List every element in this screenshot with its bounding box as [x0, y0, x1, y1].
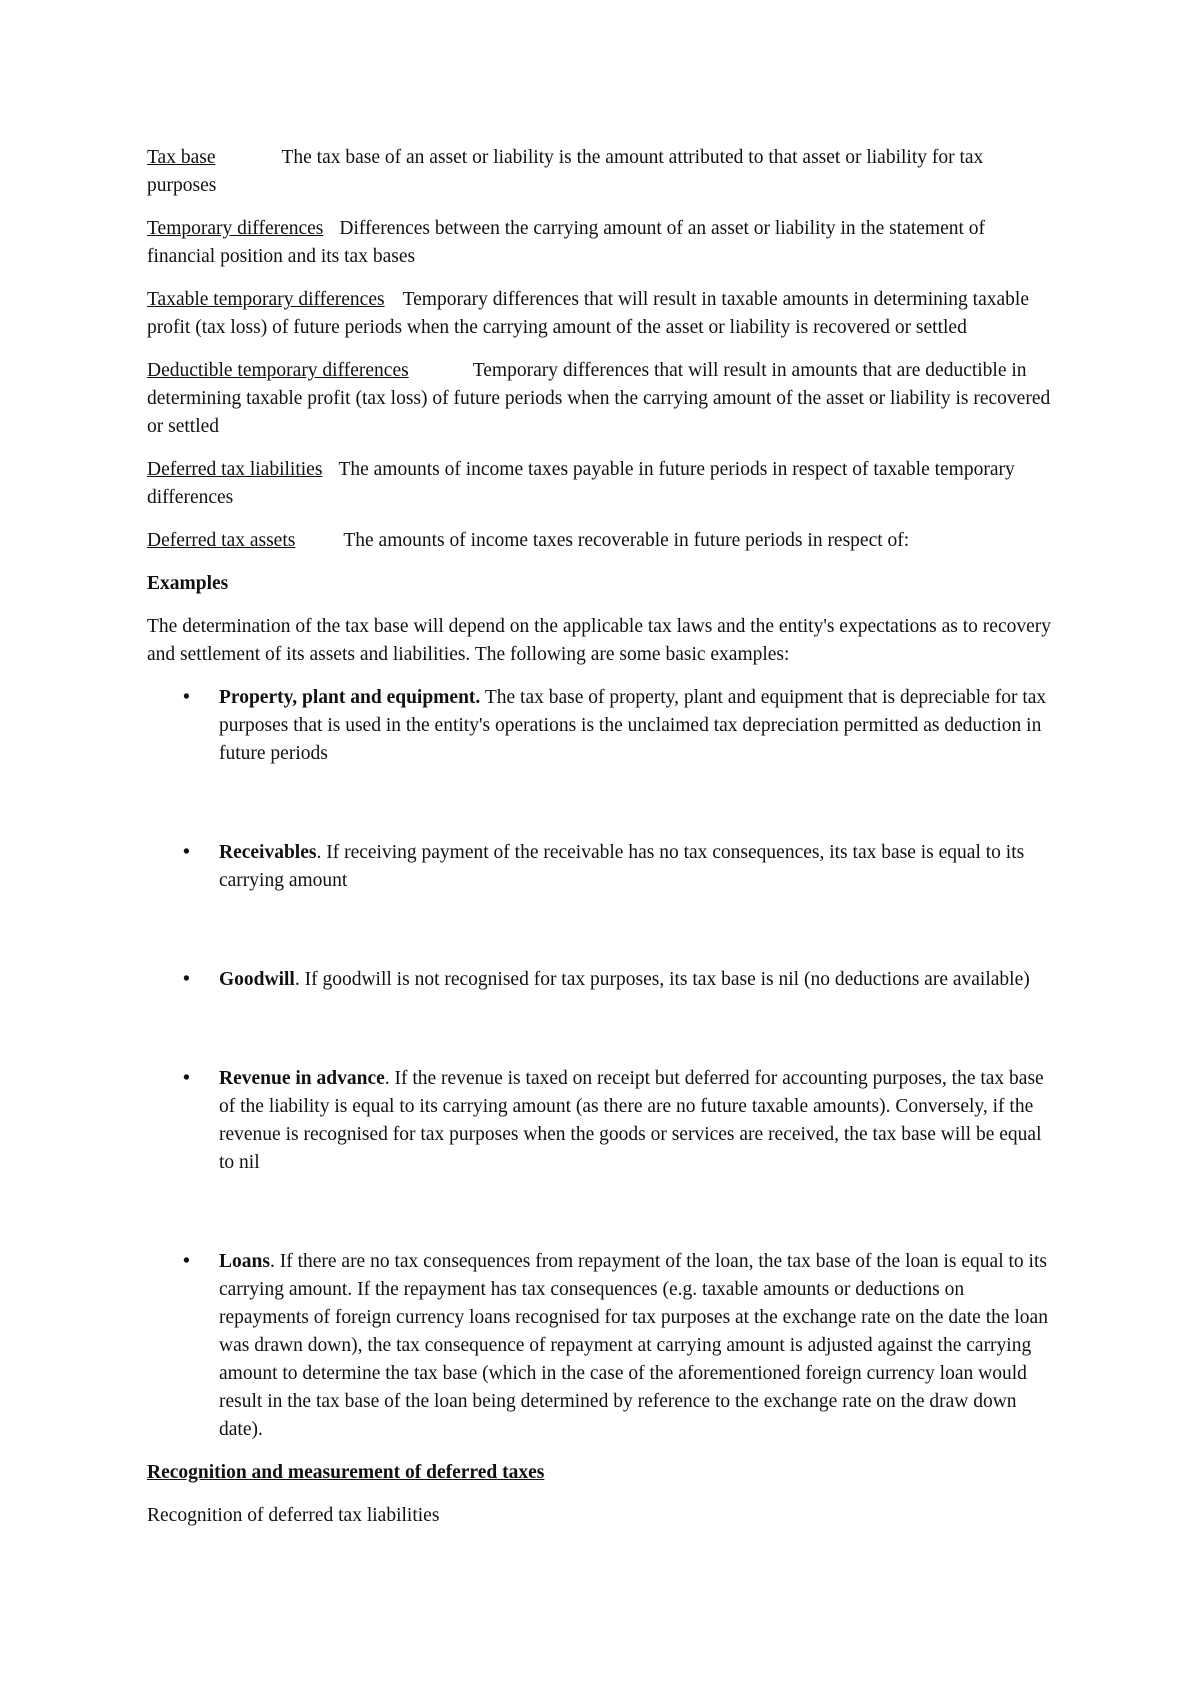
item-text: . If the revenue is taxed on receipt but deferred for accounting purposes, the tax base of the liability is equal to its carrying amount (as there are no future taxable amounts). Conversely, if the revenue is recognised for tax purposes when the goods or services are received, the tax base will be equal to nil: [219, 1068, 1044, 1173]
definition-text: Temporary differences that will result in taxable amounts in determining taxable profit (tax loss) of future periods when the carrying amount of the asset or liability is recovered or settled: [147, 289, 1029, 338]
definition-temporary-differences: [147, 215, 1057, 271]
bullet-icon: •: [183, 1068, 190, 1089]
definition-text: Differences between the carrying amount of an asset or liability in the statement of financial position and its tax bases: [147, 218, 986, 267]
definition-text: The amounts of income taxes recoverable in future periods in respect of:: [343, 530, 910, 551]
list-item-property-plant-equipment: [147, 684, 1057, 768]
item-text: The tax base of property, plant and equipment that is depreciable for tax purposes that is used in the entity's operations is the unclaimed tax depreciation permitted as deduction in future periods: [219, 687, 1047, 764]
item-text: . If receiving payment of the receivable has no tax consequences, its tax base is equal to its carrying amount: [219, 842, 1025, 891]
recognition-subheading: Recognition of deferred tax liabilities: [147, 1505, 440, 1526]
recognition-heading: Recognition and measurement of deferred taxes: [147, 1462, 545, 1483]
bullet-icon: •: [183, 842, 190, 863]
definition-taxable-temporary-differences: [147, 286, 1057, 342]
definition-term: Deductible temporary differences: [147, 360, 409, 381]
list-item-revenue-in-advance: [147, 1065, 1057, 1177]
definition-text: Temporary differences that will result in amounts that are deductible in determining taxable profit (tax loss) of future periods when the carrying amount of the asset or liability is recovered or settled: [147, 360, 1051, 437]
item-lead: Property, plant and equipment.: [219, 687, 481, 708]
examples-heading: Examples: [147, 573, 229, 594]
list-item-loans: [147, 1248, 1057, 1444]
definition-deductible-temporary-differences: [147, 357, 1057, 441]
definition-deferred-tax-liabilities: [147, 456, 1057, 512]
item-text: . If goodwill is not recognised for tax purposes, its tax base is nil (no deductions are available): [294, 969, 1030, 990]
definition-term: Tax base: [147, 147, 216, 168]
definition-text: The tax base of an asset or liability is the amount attributed to that asset or liability for tax purposes: [147, 147, 984, 196]
item-text: . If there are no tax consequences from repayment of the loan, the tax base of the loan is equal to its carrying amount. If the repayment has tax consequences (e.g. taxable amounts or deductions on repayments of foreign currency loans recognised for tax purposes at the exchange rate on the date the loan was drawn down), the tax consequence of repayment at carrying amount is adjusted against the carrying amount to determine the tax base (which in the case of the aforementioned foreign currency loan would result in the tax base of the loan being determined by reference to the exchange rate on the draw down date).: [219, 1251, 1048, 1440]
bullet-icon: •: [183, 687, 190, 708]
item-lead: Loans: [219, 1251, 270, 1272]
item-lead: Goodwill: [219, 969, 295, 990]
item-lead: Receivables: [219, 842, 317, 863]
list-item-goodwill: [147, 966, 1057, 994]
definition-term: Temporary differences: [147, 218, 324, 239]
definition-deferred-tax-assets: [147, 527, 1057, 555]
bullet-icon: •: [183, 1251, 190, 1272]
definition-term: Deferred tax liabilities: [147, 459, 323, 480]
examples-intro: The determination of the tax base will depend on the applicable tax laws and the entity's expectations as to recovery and settlement of its assets and liabilities. The following are some basic examples:: [147, 616, 1051, 665]
definition-text: The amounts of income taxes payable in future periods in respect of taxable temporary differences: [147, 459, 1015, 508]
definition-term: Taxable temporary differences: [147, 289, 385, 310]
list-item-receivables: [147, 839, 1057, 895]
definition-term: Deferred tax assets: [147, 530, 296, 551]
document-page: [147, 144, 1057, 1545]
item-lead: Revenue in advance: [219, 1068, 385, 1089]
definition-tax-base: [147, 144, 1057, 200]
examples-list: [147, 684, 1057, 1444]
bullet-icon: •: [183, 969, 190, 990]
